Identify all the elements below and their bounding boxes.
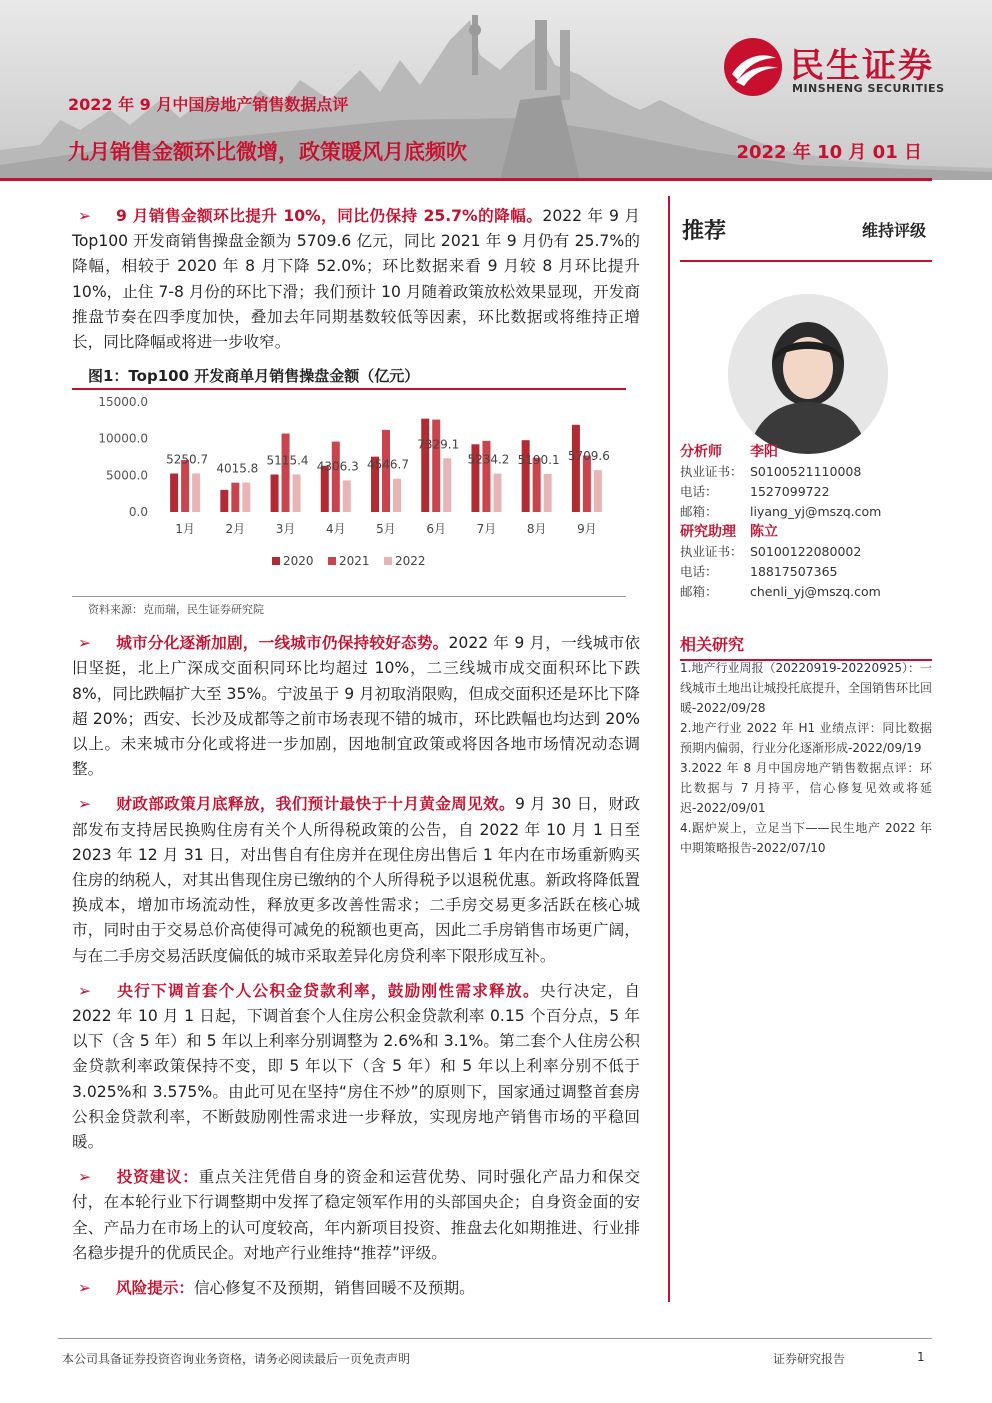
bar-2020 — [421, 419, 429, 512]
analyst-info — [680, 442, 932, 602]
x-tick-label: 3月 — [275, 522, 296, 537]
report-header — [0, 0, 992, 180]
legend-label: 2020 — [283, 554, 314, 569]
paragraph-body: 重点关注凭借自身的资金和运营优势、同时强化产品力和保交付，在本轮行业下行调整期中发挥了稳定领军作用的头部国央企；自身资金面的安全、产品力在市场上的认可度较高，年内新项目投资、推盘去化如期推进、行业排名稳步提升的优质民企。对地产行业维持“推荐”评级。 — [72, 1168, 640, 1262]
bar-2022 — [594, 470, 602, 512]
data-label: 4015.8 — [216, 461, 259, 476]
bullet-arrow-icon: ➢ — [78, 207, 92, 225]
bullet-arrow-icon: ➢ — [78, 795, 92, 814]
label: 电话： — [680, 484, 718, 499]
data-label: 5234.2 — [467, 452, 510, 467]
header-rule — [0, 178, 932, 181]
person-avatar-icon — [728, 294, 888, 454]
phone-value: 18817507365 — [750, 564, 838, 579]
rating-main: 推荐 — [682, 219, 727, 244]
data-label: 4546.7 — [367, 457, 409, 472]
paragraph-lead: 城市分化逐渐加剧，一线城市仍保持较好态势。 — [116, 634, 449, 653]
legend-swatch — [384, 557, 392, 565]
legend-label: 2022 — [395, 554, 426, 569]
bar-2021 — [482, 441, 490, 512]
figure-title: 图1：Top100 开发商单月销售操盘金额（亿元） — [88, 367, 420, 386]
footer-report-type: 证券研究报告 — [773, 1352, 846, 1366]
bar-2020 — [170, 474, 178, 513]
bullet-arrow-icon: ➢ — [78, 981, 92, 1000]
bar-2022 — [493, 474, 501, 512]
bar-2022 — [192, 474, 200, 513]
analyst-2-header — [680, 522, 932, 542]
bar-2020 — [572, 425, 580, 512]
analyst-photo — [728, 294, 888, 454]
paragraph-body: 9 月 30 日，财政部发布支持居民换购住房有关个人所得税政策的公告，自 2022 年 10 月 1 日至 2023 年 12 月 31 日，对出售自有住房并在现住房出售后 1 年内在市场重新购买住房的纳税人，对其出售现住房已缴纳的个人所得税予以退税优惠。新政将降低置换成本，增加市场流动性，释放更多改善性需求；二手房交易更多活跃在核心城市，同时由于交易总价高使得可减免的税额也更高，因此二手房销售市场更广阔，与在二手房交易活跃度偏低的城市采取差异化房贷利率下限形成互补。 — [72, 795, 640, 965]
bar-2022 — [393, 479, 401, 512]
sidebar — [680, 204, 933, 855]
bar-2022 — [544, 474, 552, 512]
email-value: chenli_yj@mszq.com — [750, 584, 881, 599]
report-subtitle: 2022 年 9 月中国房地产销售数据点评 — [68, 95, 349, 114]
bar-2022 — [343, 481, 351, 513]
label: 执业证书： — [680, 544, 743, 559]
analyst-2-phone — [680, 562, 932, 582]
y-tick-label: 10000.0 — [98, 431, 148, 446]
paragraph-lead: 投资建议： — [116, 1168, 199, 1187]
related-research-title: 相关研究 — [680, 632, 932, 661]
bar-2020 — [522, 440, 530, 512]
logo-text-cn: 民生证券 — [790, 46, 934, 86]
paragraph-body: 2022 年 9 月 Top100 开发商销售操盘金额为 5709.6 亿元，同比 2021 年 9 月仍有 25.7%的降幅，相较于 2020 年 8 月下降 52.0%；环比数据来看 9 月较 8 月环比提升 10%，止住 7-8 月份的环比下滑；我们预计 10 月随着政策放松效果显现，开发商推盘节奏在四季度加快，叠加去年同期基数较低等因素，环比数据或将维持正增长，同比降幅或将进一步收窄。 — [72, 207, 640, 352]
paragraph-risk — [72, 1276, 640, 1301]
paragraph-body: 信心修复不及预期，销售回暖不及预期。 — [193, 1279, 475, 1298]
phone-value: 1527099722 — [750, 484, 830, 499]
data-label: 5250.7 — [166, 452, 209, 467]
bar-chart — [72, 390, 626, 596]
minsheng-logo — [722, 36, 972, 106]
bar-2022 — [443, 458, 451, 512]
figure-source: 资料来源：克而瑞，民生证券研究院 — [88, 603, 264, 617]
analyst-1-cert — [680, 462, 932, 482]
x-tick-label: 7月 — [476, 522, 497, 537]
x-tick-label: 5月 — [376, 522, 396, 537]
paragraph-sales — [72, 204, 640, 355]
y-tick-label: 0.0 — [128, 505, 148, 520]
analyst-2-cert — [680, 542, 932, 562]
y-tick-label: 5000.0 — [106, 468, 148, 483]
paragraph-lead: 9 月销售金额环比提升 10%，同比仍保持 25.7%的降幅。 — [116, 207, 543, 225]
email-value: liyang_yj@mszq.com — [750, 504, 882, 519]
analyst-1-phone — [680, 482, 932, 502]
x-tick-label: 2月 — [225, 522, 246, 537]
bar-2021 — [432, 420, 440, 512]
related-item: 4.踞炉炭上，立足当下——民生地产 2022 年中期策略报告-2022/07/10 — [680, 821, 932, 855]
data-label: 5709.6 — [567, 449, 610, 464]
analyst-role: 研究助理 — [680, 524, 736, 540]
cert-value: S0100122080002 — [750, 544, 862, 559]
x-tick-label: 1月 — [175, 522, 195, 537]
paragraph-lead: 央行下调首套个人公积金贷款利率，鼓励刚性需求释放。 — [116, 981, 540, 1000]
related-item: 1.地产行业周报（20220919-20220925）：一线城市土地出让城投托底提升，全国销售环比回暖-2022/09/28 — [680, 661, 933, 715]
bar-2021 — [583, 456, 591, 512]
bullet-arrow-icon: ➢ — [78, 1168, 92, 1187]
x-tick-label: 6月 — [426, 522, 447, 537]
legend-swatch — [272, 557, 280, 565]
footer-rule — [58, 1338, 932, 1339]
main-content — [72, 204, 640, 1311]
related-item: 3.2022 年 8 月中国房地产销售数据点评：环比数据与 7 月持平，信心修复见效或将延迟-2022/09/01 — [680, 761, 932, 815]
rating-sub: 维持评级 — [861, 221, 926, 240]
label: 邮箱： — [680, 504, 718, 519]
data-label: 5190.1 — [517, 453, 560, 468]
label: 执业证书： — [680, 464, 743, 479]
data-label: 4306.3 — [316, 459, 359, 474]
paragraph-city — [72, 631, 640, 782]
footer-disclaimer: 本公司具备证券投资咨询业务资格，请务必阅读最后一页免责声明 — [62, 1352, 411, 1366]
column-divider — [668, 196, 670, 1302]
bar-2020 — [220, 490, 228, 512]
bullet-arrow-icon: ➢ — [78, 1279, 92, 1298]
analyst-1-header — [680, 442, 932, 462]
related-item: 2.地产行业 2022 年 H1 业绩点评：同比数据预期内偏弱，行业分化逐渐形成-2022/09/19 — [680, 721, 932, 755]
paragraph-lead: 财政部政策月底释放，我们预计最快于十月黄金周见效。 — [116, 795, 515, 814]
bar-2022 — [293, 475, 301, 513]
report-title: 九月销售金额环比微增，政策暖风月底频吹 — [68, 140, 467, 164]
analyst-role: 分析师 — [680, 444, 722, 460]
x-tick-label: 8月 — [526, 522, 547, 537]
analyst-name: 李阳 — [750, 444, 778, 460]
paragraph-fund — [72, 979, 640, 1155]
legend-label: 2021 — [339, 554, 370, 569]
analyst-1-email — [680, 502, 932, 522]
chart-container — [72, 388, 626, 597]
minsheng-emblem-icon — [722, 36, 784, 98]
logo-text-en: MINSHENG SECURITIES — [792, 82, 945, 95]
bullet-arrow-icon: ➢ — [78, 634, 92, 653]
paragraph-advice — [72, 1165, 640, 1266]
analyst-2-email — [680, 582, 932, 602]
y-tick-label: 15000.0 — [98, 395, 148, 410]
paragraph-body: 央行决定，自 2022 年 10 月 1 日起，下调首套个人住房公积金贷款利率 0.15 个百分点，5 年以下（含 5 年）和 5 年以上利率分别调整为 2.6%和 3.1%。第二套个人住房公积金贷款利率政策保持不变，即 5 年以下（含 5 年）和 5 年以上利率分别不低于 3.025%和 3.575%。由此可见在坚持“房住不炒”的原则下，国家通过调整首套房公积金贷款利率，不断鼓励刚性需求进一步释放，实现房地产销售市场的平稳回暖。 — [72, 981, 640, 1152]
data-label: 7329.1 — [417, 437, 460, 452]
analyst-name: 陈立 — [750, 524, 778, 540]
cert-value: S0100521110008 — [750, 464, 862, 479]
bar-2021 — [282, 434, 290, 512]
legend-swatch — [328, 557, 336, 565]
x-tick-label: 4月 — [325, 522, 346, 537]
label: 电话： — [680, 564, 718, 579]
bar-2021 — [231, 483, 239, 512]
related-research-list — [680, 658, 932, 858]
x-tick-label: 9月 — [577, 522, 597, 537]
bar-2020 — [271, 475, 279, 513]
rating-box — [680, 204, 932, 262]
paragraph-lead: 风险提示： — [116, 1279, 194, 1298]
report-date: 2022 年 10 月 01 日 — [736, 142, 922, 163]
bar-2022 — [242, 483, 250, 512]
paragraph-tax — [72, 792, 640, 968]
bar-2021 — [332, 442, 340, 512]
paragraph-body: 2022 年 9 月，一线城市依旧坚挺，北上广深成交面积同环比均超过 10%，二三线城市成交面积环比下跌 8%，同比跌幅扩大至 35%。宁波虽于 9 月初取消限购，但成交面积还是环比下降超 20%；西安、长沙及成都等之前市场表现不错的城市，环比跌幅也均达到 20%以上。未来城市分化或将进一步加剧，因地制宜政策或将因各地市场情况动态调整。 — [72, 634, 640, 779]
bar-2021 — [181, 460, 189, 512]
label: 邮箱： — [680, 584, 718, 599]
page-number: 1 — [917, 1350, 925, 1364]
data-label: 5115.4 — [266, 453, 309, 468]
